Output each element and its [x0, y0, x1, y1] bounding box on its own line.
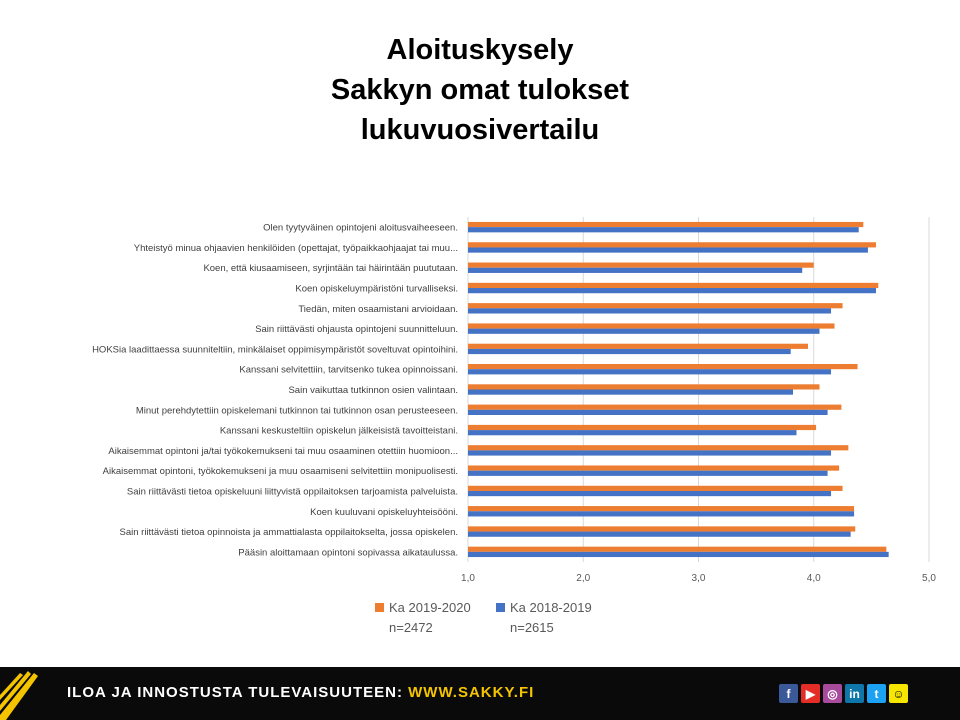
youtube-icon[interactable]: ▶ — [801, 684, 820, 703]
bar-2018-2019 — [468, 288, 876, 293]
category-label: Sain riittävästi tietoa opiskeluuni liittyvistä oppilaitoksen tarjoamista palveluista. — [126, 486, 458, 498]
social-icons — [779, 684, 908, 703]
legend-item-2019-2020 — [375, 600, 471, 615]
x-tick-label: 2,0 — [576, 573, 591, 584]
legend-n-2019-2020: n=2472 — [389, 620, 433, 635]
twitter-icon[interactable]: t — [867, 684, 886, 703]
bar-2019-2020 — [468, 323, 834, 328]
category-label: Aikaisemmat opintoni ja/tai työkokemukseni tai muu osaaminen otettiin huomioon... — [108, 445, 458, 457]
bar-2018-2019 — [468, 349, 791, 354]
title-line-1: Aloituskysely — [386, 34, 574, 66]
legend-label-2019-2020: Ka 2019-2020 — [389, 600, 471, 615]
category-label: Aikaisemmat opintoni, työkokemukseni ja muu osaamiseni selvitettiin monipuolisesti. — [102, 466, 458, 478]
sakky-logo-mark — [0, 667, 60, 720]
bar-2019-2020 — [468, 465, 839, 470]
facebook-icon[interactable]: f — [779, 684, 798, 703]
legend-item-2018-2019 — [496, 600, 592, 615]
category-label: Sain riittävästi tietoa opinnoista ja ammattialasta oppilaitokselta, jossa opiskelen. — [119, 527, 458, 539]
footer-bar — [0, 667, 960, 720]
title-line-2: Sakkyn omat tulokset — [330, 74, 630, 106]
bar-2019-2020 — [468, 384, 820, 389]
bar-2019-2020 — [468, 445, 848, 450]
x-tick-label: 5,0 — [922, 573, 936, 584]
bar-2018-2019 — [468, 369, 831, 374]
bar-2018-2019 — [468, 491, 831, 496]
bar-2018-2019 — [468, 329, 820, 334]
bar-2018-2019 — [468, 390, 793, 395]
bar-2019-2020 — [468, 364, 858, 369]
category-label: Olen tyytyväinen opintojeni aloitusvaiheeseen. — [263, 222, 458, 234]
category-label: Koen opiskeluympäristöni turvalliseksi. — [295, 283, 458, 295]
category-label: Sain vaikuttaa tutkinnon osien valintaan. — [288, 385, 458, 396]
bar-2018-2019 — [468, 268, 802, 273]
bar-2018-2019 — [468, 552, 889, 557]
category-label: Yhteistyö minua ohjaavien henkilöiden (opettajat, työpaikkaohjaajat tai muu... — [133, 242, 458, 254]
bar-2018-2019 — [468, 511, 854, 516]
category-label: Sain riittävästi ohjausta opintojeni suunnitteluun. — [255, 324, 458, 336]
bar-2019-2020 — [468, 526, 855, 531]
slide-title — [0, 30, 960, 150]
bar-2019-2020 — [468, 303, 843, 308]
bar-2019-2020 — [468, 263, 814, 268]
bar-2019-2020 — [468, 547, 886, 552]
bar-2018-2019 — [468, 308, 831, 313]
bar-2019-2020 — [468, 283, 878, 288]
category-label: Tiedän, miten osaamistani arvioidaan. — [298, 303, 458, 315]
legend-swatch-2019-2020 — [375, 603, 384, 612]
category-label: Koen, että kiusaamiseen, syrjintään tai häirintään puututaan. — [203, 263, 458, 275]
snapchat-icon[interactable]: ☺ — [889, 684, 908, 703]
bar-2019-2020 — [468, 242, 876, 247]
x-tick-label: 1,0 — [461, 573, 475, 584]
instagram-icon[interactable]: ◎ — [823, 684, 842, 703]
bar-2019-2020 — [468, 222, 863, 227]
bar-2018-2019 — [468, 430, 796, 435]
title-line-3: lukuvuosivertailu — [360, 114, 600, 146]
category-label: Kanssani selvitettiin, tarvitsenko tukea opinnoissani. — [239, 364, 458, 376]
bar-chart — [0, 200, 960, 600]
footer-slogan-text: ILOA JA INNOSTUSTA TULEVAISUUTEEN: — [67, 684, 409, 701]
x-tick-label: 4,0 — [806, 573, 821, 584]
x-axis-tick-labels — [461, 573, 936, 584]
legend-swatch-2018-2019 — [496, 603, 505, 612]
category-label: Kanssani keskusteltiin opiskelun jälkeisistä tavoitteistani. — [219, 425, 458, 437]
bar-2018-2019 — [468, 532, 851, 537]
legend-label-2018-2019: Ka 2018-2019 — [510, 600, 592, 615]
bar-2019-2020 — [468, 405, 841, 410]
category-label: Minut perehdytettiin opiskelemani tutkinnon tai tutkinnon osan perusteeseen. — [135, 405, 458, 417]
footer-slogan — [67, 684, 534, 701]
category-labels — [92, 223, 458, 559]
bar-2019-2020 — [468, 506, 854, 511]
bar-2018-2019 — [468, 471, 828, 476]
category-label: HOKSia laadittaessa suunniteltiin, minkälaiset oppimisympäristöt soveltuvat opintoihini. — [92, 344, 458, 356]
x-tick-label: 3,0 — [691, 573, 706, 584]
bar-2018-2019 — [468, 247, 868, 252]
bar-2019-2020 — [468, 425, 816, 430]
linkedin-icon[interactable]: in — [845, 684, 864, 703]
bars — [468, 222, 889, 557]
bar-2018-2019 — [468, 227, 859, 232]
category-label: Koen kuuluvani opiskeluyhteisööni. — [310, 506, 458, 518]
legend-n-2018-2019: n=2615 — [510, 620, 554, 635]
category-label: Pääsin aloittamaan opintoni sopivassa aikataulussa. — [238, 547, 458, 559]
bar-2018-2019 — [468, 410, 828, 415]
bar-2019-2020 — [468, 344, 808, 349]
bar-2019-2020 — [468, 486, 843, 491]
bar-2018-2019 — [468, 450, 831, 455]
footer-url-link[interactable]: WWW.SAKKY.FI — [408, 684, 535, 701]
